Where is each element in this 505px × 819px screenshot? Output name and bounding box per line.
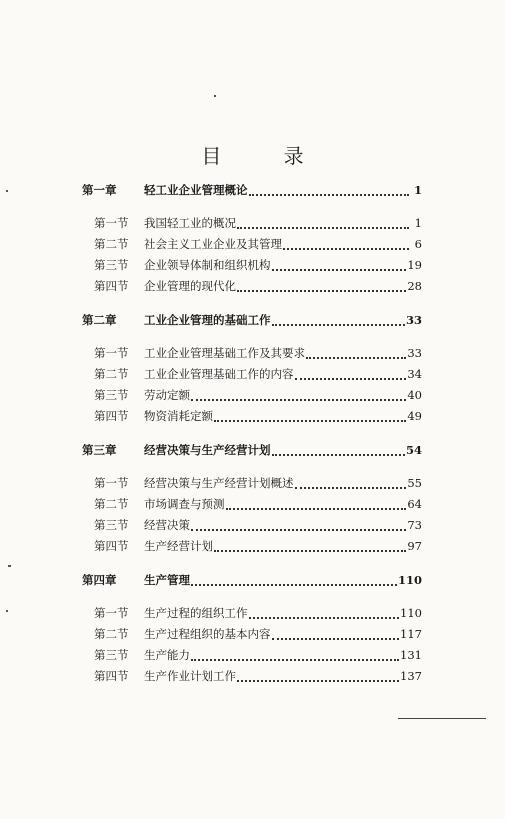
- dot-leader: [272, 454, 405, 456]
- section-number: 第四节: [94, 409, 129, 423]
- section-entry[interactable]: [82, 387, 422, 408]
- dot-leader: [237, 680, 399, 682]
- chapter-number: 第一章: [82, 183, 117, 197]
- page-number: 110: [400, 606, 422, 620]
- dot-leader: [214, 420, 406, 422]
- chapter-title: 工业企业管理的基础工作: [144, 313, 271, 327]
- dot-leader: [191, 584, 397, 586]
- section-entry[interactable]: [82, 496, 422, 517]
- page-number: 34: [407, 367, 422, 381]
- page-number: 137: [400, 669, 422, 683]
- section-title: 企业管理的现代化: [144, 279, 236, 293]
- page-number: 40: [407, 388, 422, 402]
- section-title: 工业企业管理基础工作及其要求: [144, 346, 305, 360]
- chapter-title: 经营决策与生产经营计划: [144, 443, 271, 457]
- section-number: 第一节: [94, 216, 129, 230]
- scan-speck: [214, 95, 216, 97]
- section-title: 生产过程组织的基本内容: [144, 627, 271, 641]
- chapter-block: [82, 312, 422, 429]
- dot-leader: [237, 290, 406, 292]
- dot-leader: [191, 399, 406, 401]
- section-title: 我国轻工业的概况: [144, 216, 236, 230]
- scan-speck: [8, 565, 11, 567]
- dot-leader: [295, 378, 407, 380]
- page-number: 1: [414, 216, 422, 230]
- page-number: 33: [407, 346, 422, 360]
- section-title: 劳动定额: [144, 388, 190, 402]
- section-number: 第三节: [94, 648, 129, 662]
- dot-leader: [272, 638, 400, 640]
- section-number: 第二节: [94, 627, 129, 641]
- section-title: 生产经营计划: [144, 539, 213, 553]
- page-number: 33: [405, 313, 422, 327]
- table-of-contents: [82, 182, 422, 702]
- section-title: 生产过程的组织工作: [144, 606, 248, 620]
- section-entry[interactable]: [82, 647, 422, 668]
- dot-leader: [191, 529, 406, 531]
- page-number: 131: [400, 648, 422, 662]
- chapter-entry[interactable]: [82, 572, 422, 593]
- section-entry[interactable]: [82, 408, 422, 429]
- section-entry[interactable]: [82, 257, 422, 278]
- chapter-block: [82, 182, 422, 299]
- dot-leader: [249, 194, 410, 196]
- section-title: 市场调查与预测: [144, 497, 225, 511]
- dot-leader: [272, 269, 407, 271]
- page-number: 110: [397, 573, 422, 587]
- chapter-entry[interactable]: [82, 312, 422, 333]
- section-entry[interactable]: [82, 345, 422, 366]
- dot-leader: [283, 248, 409, 250]
- section-entry[interactable]: [82, 517, 422, 538]
- page-title: 目 录: [201, 144, 332, 168]
- section-number: 第一节: [94, 346, 129, 360]
- dot-leader: [249, 617, 400, 619]
- scan-speck: [6, 610, 8, 612]
- section-number: 第四节: [94, 669, 129, 683]
- chapter-title: 轻工业企业管理概论: [144, 183, 248, 197]
- section-title: 经营决策与生产经营计划概述: [144, 476, 294, 490]
- dot-leader: [214, 550, 406, 552]
- chapter-number: 第二章: [82, 313, 117, 327]
- section-number: 第四节: [94, 279, 129, 293]
- page-number: 97: [407, 539, 422, 553]
- page-number: 64: [407, 497, 422, 511]
- scan-speck: [6, 190, 8, 192]
- chapter-entry[interactable]: [82, 442, 422, 463]
- section-entry[interactable]: [82, 605, 422, 626]
- section-number: 第二节: [94, 367, 129, 381]
- section-entry[interactable]: [82, 475, 422, 496]
- section-title: 社会主义工业企业及其管理: [144, 237, 282, 251]
- chapter-entry[interactable]: [82, 182, 422, 203]
- page-number: 19: [407, 258, 422, 272]
- chapter-block: [82, 442, 422, 559]
- section-entry[interactable]: [82, 366, 422, 387]
- dot-leader: [295, 487, 407, 489]
- chapter-number: 第四章: [82, 573, 117, 587]
- section-entry[interactable]: [82, 215, 422, 236]
- page-number: 55: [407, 476, 422, 490]
- section-number: 第一节: [94, 606, 129, 620]
- section-title: 工业企业管理基础工作的内容: [144, 367, 294, 381]
- dot-leader: [272, 324, 405, 326]
- section-entry[interactable]: [82, 538, 422, 559]
- section-entry[interactable]: [82, 236, 422, 257]
- page-number: 73: [407, 518, 422, 532]
- page-number: 54: [405, 443, 422, 457]
- section-title: 生产作业计划工作: [144, 669, 236, 683]
- section-number: 第一节: [94, 476, 129, 490]
- section-number: 第四节: [94, 539, 129, 553]
- section-entry[interactable]: [82, 278, 422, 299]
- dot-leader: [191, 659, 399, 661]
- section-title: 企业领导体制和组织机构: [144, 258, 271, 272]
- section-entry[interactable]: [82, 626, 422, 647]
- section-number: 第三节: [94, 518, 129, 532]
- section-entry[interactable]: [82, 668, 422, 689]
- bottom-rule: [398, 718, 486, 719]
- page-number: 1: [413, 183, 422, 197]
- section-title: 经营决策: [144, 518, 190, 532]
- section-title: 物资消耗定额: [144, 409, 213, 423]
- dot-leader: [237, 227, 409, 229]
- section-number: 第二节: [94, 497, 129, 511]
- page-number: 49: [407, 409, 422, 423]
- chapter-title: 生产管理: [144, 573, 190, 587]
- page-number: 28: [407, 279, 422, 293]
- dot-leader: [306, 357, 406, 359]
- dot-leader: [226, 508, 407, 510]
- page-number: 6: [414, 237, 422, 251]
- section-title: 生产能力: [144, 648, 190, 662]
- chapter-block: [82, 572, 422, 689]
- section-number: 第三节: [94, 388, 129, 402]
- section-number: 第二节: [94, 237, 129, 251]
- page-number: 117: [400, 627, 422, 641]
- section-number: 第三节: [94, 258, 129, 272]
- chapter-number: 第三章: [82, 443, 117, 457]
